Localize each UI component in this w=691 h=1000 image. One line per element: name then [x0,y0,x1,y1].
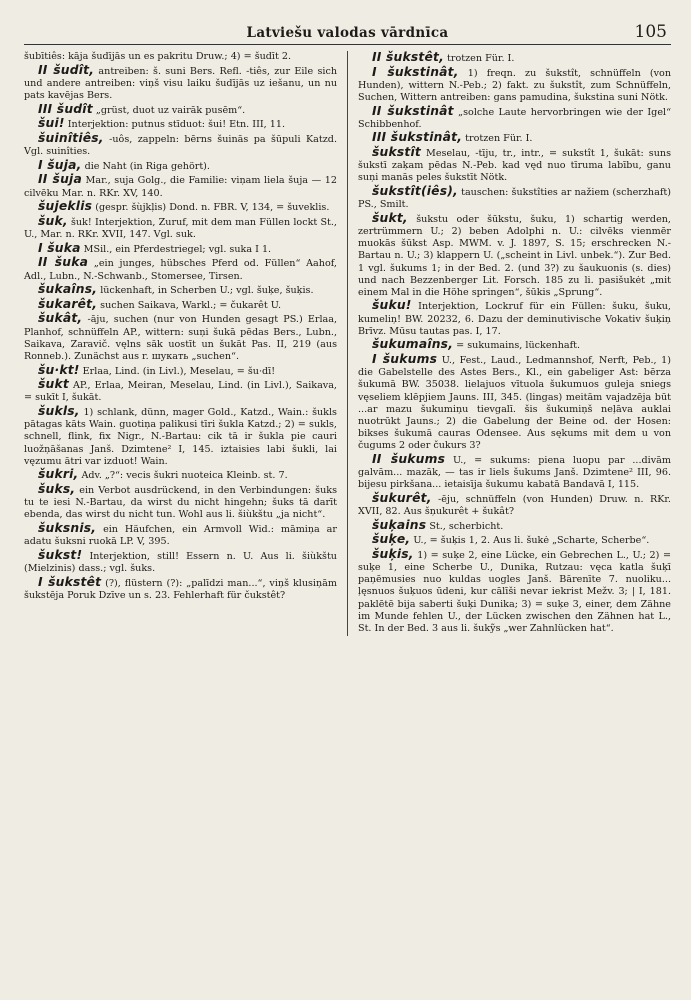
entry-text: suchen Saikava, Warkl.; = čukarêt U. [100,299,282,311]
right-column [347,51,671,636]
dictionary-entry [24,298,337,312]
entry-headword: II šuja [38,172,82,187]
entry-text: AP., Erlaa, Meiran, Meselau, Lind. (in Livl.), Saikava, = sukīt I, šukāt. [24,380,337,404]
entry-text: lückenhaft, in Scherben U.; vgl. šuķe, šuķis. [100,285,314,297]
entry-headword: šukri, [38,467,79,482]
entry-headword: šukarêt, [38,296,98,311]
entry-headword: šukaîns, [38,282,98,297]
entry-text: 1) freqn. zu šukstît, schnüffeln (von Hunden), wittern N.-Peb.; 2) fakt. zu šukstît, zum Schnüffeln, Suchen, Wittern antreiben: gans pamudina, šukstina suni Nötk. [358,67,671,103]
entry-text: „solche Laute hervorbringen wie der Igel“ Schibbenhof. [358,106,671,130]
entry-text: ein Häufchen, ein Armvoll Wid.: māmiņa ar adatu šuksni ruokā LP. V, 395. [24,523,337,548]
dictionary-entry [358,353,671,452]
entry-headword: šukt [38,377,69,392]
dictionary-entry [24,117,337,131]
dictionary-entry [24,468,337,482]
dictionary-entry [358,533,671,547]
entry-headword: II šukstêt, [372,50,444,64]
entry-text: U., Fest., Laud., Ledmannshof, Nerft, Peb., 1) die Gabelstelle des Astes Bers., Kl., ein gabeliger Ast: bērza šukumā BW. 35038. lielajuos vītuola šukumuos guleja sniegs vęseliem klēpjiem Jauns. III, 345. (lingas) meitām vajadzēja būt ...ar mazu šukumiņu tievgalī. šis šukumiņš neļāva auklai nuotrūkt Jauns.; 2) die Gabelung der Beine od. der Hosen: bikses šukumā cauras Odensee. Aus sękums mit dem u von čugums 2 oder čukurs 3? [358,355,671,452]
entry-text: šukstu oder šūkstu, šuku, 1) schartig werden, zertrümmern U.; 2) beben Adolphi n. U.: cilvēks vienmēr muokās šūkst Asp. MWM. v. J. 1897, S. 15; erschrecken N.-Bartau n. U.; 3) klappern U. („scheint in Livl. unbek.“). Zur Bed. 1 vgl. šukums 1; in der Bed. 2. (und 3?) zu šaukuonis (s. dies) und nach Bezzenberger Lit. Forsch. 185 zu li. pasišukėt „mit einem Mal in die Höhe springen“, šūkis „Sprung“. [358,213,671,298]
entry-text: (?), flüstern (?): „palīdzi man...“, viņš klusiņām šukstēja Poruk Dzīve un s. 23. Fehlerhaft für čukstêt? [24,577,337,601]
dictionary-entry [24,51,337,63]
entry-headword: šukstît [372,145,421,160]
dictionary-entry [358,299,671,337]
dictionary-entry [24,200,337,214]
entry-headword: šukumaîns, [372,337,454,352]
entry-text: 1) schlank, dünn, mager Gold., Katzd., Wain.: šukls pātagas kāts Wain. guotiņa palikusi tīri šukla Katzd.; 2) = sukls, schnell, flink, fix Nigr., N.-Bartau: cik tā ir šukla pie cauri luožņāšanas Janš. Dzimtene² I, 145. iztaisies labi šukli, lai vęzumu ātri var izduot! Wain. [24,407,337,467]
dictionary-entry [358,548,671,635]
entry-text: Interjektion: putnus stīduot: šui! Etn. III, 11. [67,119,286,131]
entry-headword: šu·kt! [38,362,80,377]
entry-text: die Naht (in Riga gehört). [84,160,210,172]
dictionary-entry [358,492,671,518]
entry-headword: III šudît [38,101,93,116]
entry-text: -ēju, schnüffeln (von Hunden) Druw. n. RKr. XVII, 82. Aus šņukurêt + šukât? [358,493,671,517]
entry-headword: šuinîtiês, [38,130,104,145]
dictionary-entry [358,185,671,211]
dictionary-entry [358,212,671,299]
dictionary-entry [358,146,671,184]
entry-headword: I šukums [372,352,438,367]
entry-headword: šukurêt, [372,490,432,505]
entry-text: Erlaa, Lind. (in Livl.), Meselau, = šu·dī! [82,365,276,377]
entry-text: Adv. „?“: vecis šukri nuoteica Kleinb. st. 7. [81,470,288,482]
entry-text: U., = šuķis 1, 2. Aus li. šukė „Scharte, Scherbe“. [413,535,650,547]
dictionary-entry [24,132,337,158]
entry-headword: I šuka [38,240,81,255]
entry-text: Mar., suja Golg., die Familie: viņam liela šuja — 12 cilvēku Mar. n. RKr. XV, 140. [24,175,337,199]
dictionary-entry [24,64,337,102]
entry-headword: šukstît(iês), [372,184,458,199]
entry-headword: šuk, [38,213,68,228]
entry-headword: šukât, [38,311,83,326]
entry-text: U., = sukums: piena luopu par ...divām galvām... mazāk, — tas ir liels šukums Janš. Dzimtene² III, 96. bijesu pirkšana... ietaisīja šukumu kabatā Bandavā I, 115. [358,454,671,491]
dictionary-entry [24,103,337,117]
dictionary-entry [358,105,671,131]
page-header [24,22,671,45]
entry-text: šuk! Interjektion, Zuruf, mit dem man Füllen lockt St., U., Mar. n. RKr. XVII, 147. Vgl. suk. [24,216,337,241]
dictionary-entry [24,283,337,297]
entry-headword: šui! [38,116,65,131]
entry-text: 1) = suķe 2, eine Lücke, ein Gebrechen L., U.; 2) = suķe 1, eine Scherbe U., Dunika, Rutzau: vęca katla šuķī paņēmusies nuo kuldas uogles Janš. Bārenīte 7. nuoliku... ļęsnuos šuķuos ūdeni, kur cālīši nevar iekrist Mežv. 3; | I, 181. paklētē bija saberti šuķi Dunika; 3) = suķe 3, einer, dem Zähne im Munde fehlen U., der Lücken zwischen den Zähnen hat L., St. In der Bed. 3 aus li. šukỹs „wer Zahnlücken hat“. [358,549,671,634]
entry-headword: I šukstêt [38,574,102,589]
entry-text: „ein junges, hübsches Pferd od. Füllen“ Aahof, Adl., Lubn., N.-Schwanb., Stomersee, Tirsen. [24,258,337,282]
entry-text: Interjektion, Lockruf für ein Füllen: šuku, šuku, kumeliņ! BW. 20232, 6. Dazu der deminutivische Vokativ šuķiņ Brīvz. Mūsu tautas pas. I, 17. [358,301,671,337]
dictionary-entry [24,215,337,241]
entry-text: „grüst, duot uz vairāk pusēm“. [95,104,246,116]
dictionary-entry [358,338,671,352]
dictionary-entry [24,173,337,199]
entry-headword: šuķis, [372,546,414,561]
entry-text: antreiben: š. suni Bers. Refl. -tiês, zur Eile sich und andere antreiben: viņš visu laiku šudījās uz iešanu, un nu pats kavējas Bers. [24,65,338,101]
entry-headword: šuksnis, [38,520,97,535]
page-number: 105 [634,22,667,42]
entry-text: šubītiês: kāja šudījās un es pakritu Druw.; 4) = šudīt 2. [24,51,292,62]
entry-headword: šuku! [372,298,412,313]
entry-text: ein Verbot ausdrückend, in den Verbindungen: šuks tu te iesi N.-Bartau, da wirst du nicht hingehn; šuks tā darīt ebenda, das wirst du nicht tun. Wohl aus li. šiùkštu „ja nicht“. [24,485,337,521]
page-title: Latviešu valodas vārdnīca [246,25,449,41]
entry-headword: II šuka [38,255,89,270]
dictionary-entry [24,242,337,256]
entry-headword: šukst! [38,547,83,562]
dictionary-entry [24,576,337,602]
entry-headword: III šukstinât, [372,130,463,145]
dictionary-entry [358,453,671,491]
entry-text: trotzen Für. I. [465,133,533,145]
dictionary-entry [24,522,337,548]
entry-text: -āju, suchen (nur von Hunden gesagt PS.) Erlaa, Planhof, schnüffeln AP., wittern: suņi šukā pēdas Bers., Lubn., Saikava, Zaravič. vęlns sāk uostīt un šukāt Pas. II, 219 (aus Ronneb.). Zunächst aus r. шукать „suchen“. [24,314,337,362]
entry-headword: II šudît, [38,62,95,77]
dictionary-entry [24,256,337,282]
left-column [24,51,347,636]
entry-headword: šuķe, [372,532,411,547]
entry-text: trotzen Für. I. [447,53,515,64]
entry-headword: šuks, [38,482,76,496]
entry-text: -uôs, zappeln: bērns šuinās pa šūpuli Katzd. Vgl. suinîties. [24,133,337,158]
entry-text: Interjektion, still! Essern n. U. Aus li. šiùkštu (Mielzinis) dass.; vgl. šuks. [24,550,337,574]
dictionary-entry [358,66,671,104]
entry-headword: šukt, [372,210,408,225]
dictionary-entry [24,549,337,575]
entry-headword: I šukstinât, [372,64,459,79]
dictionary-entry [24,378,337,404]
entry-text: St., scherbicht. [429,520,504,532]
two-column-body [24,51,671,636]
entry-headword: šukls, [38,404,80,419]
dictionary-entry [358,519,671,533]
entry-text: tauschen: šukstîties ar nažiem (scherzhaft) PS., Smilt. [358,187,671,211]
entry-headword: II šukums [372,451,446,466]
dictionary-entry [24,364,337,378]
dictionary-entry [358,51,671,65]
entry-headword: II šukstinât [372,103,454,118]
dictionary-entry [24,159,337,173]
entry-headword: I šuja, [38,157,82,172]
entry-text: Meselau, -tīju, tr., intr., = sukstît 1, šukāt: suns šukstī zaķam pēdas N.-Peb. kad vęd nuo tīruma labību, ganu suņi manās peles šukstīt Nötk. [358,148,671,184]
entry-text: (gespr. šùjkļis) Dond. n. FBR. V, 134, = šuveklis. [95,202,330,214]
entry-headword: šuķains [372,517,427,532]
dictionary-entry [24,405,337,468]
entry-text: MSil., ein Pferdestriegel; vgl. suka I 1. [83,243,272,255]
dictionary-entry [24,312,337,363]
entry-headword: šujeklis [38,199,93,214]
entry-text: = sukumains, lückenhaft. [456,340,581,352]
dictionary-entry [24,483,337,521]
dictionary-entry [358,131,671,145]
